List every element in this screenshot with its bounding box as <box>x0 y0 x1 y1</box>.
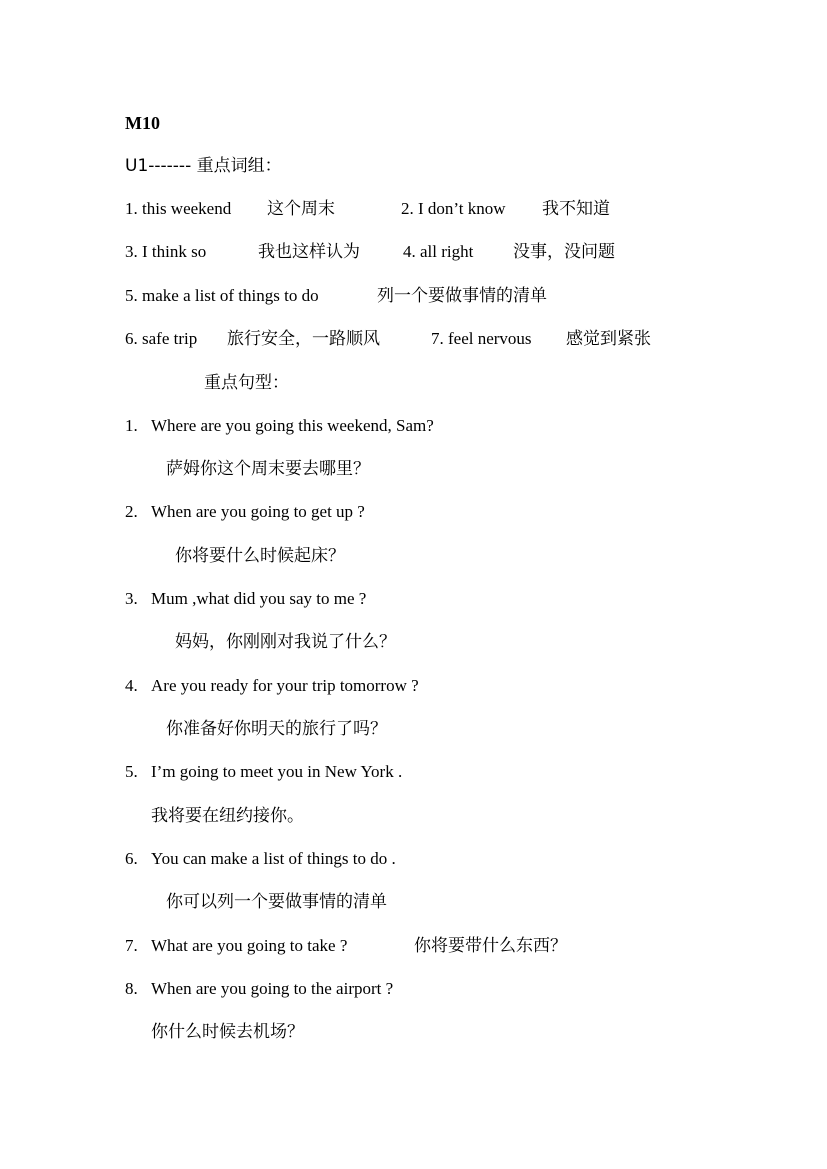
sentence-number: 6. <box>125 849 138 868</box>
phrase-cn: 没事，没问题 <box>513 242 615 262</box>
phrase-en: 1. this weekend <box>125 199 232 218</box>
phrase-row <box>125 286 745 308</box>
sentence-number: 7. <box>125 936 138 955</box>
phrase-en: 7. feel nervous <box>431 329 532 348</box>
sentence-cn: 你准备好你明天的旅行了吗？ <box>166 719 387 739</box>
sentence-number: 8. <box>125 979 138 998</box>
sentence-cn: 妈妈，你刚刚对我说了什么？ <box>175 632 396 652</box>
phrase-en: 2. I don’t know <box>401 199 506 218</box>
phrase-cn: 我不知道 <box>542 199 610 219</box>
sentence-en <box>125 589 366 609</box>
sentence-text: Where are you going this weekend, Sam? <box>151 416 434 435</box>
sentence-text: You can make a list of things to do . <box>151 849 396 868</box>
sentence-number: 3. <box>125 589 138 608</box>
sentence-en <box>125 979 393 999</box>
phrase-en: 6. safe trip <box>125 329 198 348</box>
phrase-cn: 旅行安全，一路顺风 <box>227 329 380 349</box>
sentence-cn: 萨姆你这个周末要去哪里？ <box>166 459 370 479</box>
sentence-cn: 你可以列一个要做事情的清单 <box>166 892 387 912</box>
sentence-cn: 你什么时候去机场？ <box>151 1022 304 1042</box>
phrase-row <box>125 329 745 351</box>
sentence-text: Are you ready for your trip tomorrow ? <box>151 676 419 695</box>
sentence-en <box>125 676 419 696</box>
sentence-en <box>125 416 434 436</box>
phrase-row <box>125 199 745 221</box>
phrase-cn: 列一个要做事情的清单 <box>377 286 547 306</box>
sentence-en <box>125 502 365 522</box>
sentence-en <box>125 936 745 958</box>
sentence-cn: 你将要什么时候起床？ <box>175 546 345 566</box>
phrase-cn: 我也这样认为 <box>258 242 360 262</box>
sentence-en <box>125 849 396 869</box>
sentence-text: I’m going to meet you in New York . <box>151 762 403 781</box>
phrase-cn: 感觉到紧张 <box>566 329 651 349</box>
sentence-text: When are you going to the airport ? <box>151 979 394 998</box>
sentence-heading: 重点句型： <box>204 373 289 393</box>
sentence-number: 5. <box>125 762 138 781</box>
phrase-en: 5. make a list of things to do <box>125 286 319 305</box>
phrase-en: 4. all right <box>403 242 474 261</box>
sentence-en <box>125 762 402 782</box>
page-title: M10 <box>125 113 160 133</box>
sentence-cn: 我将要在纽约接你。 <box>151 806 304 826</box>
sentence-text: Mum ,what did you say to me ? <box>151 589 367 608</box>
sentence-text: When are you going to get up ? <box>151 502 365 521</box>
phrase-row <box>125 242 745 264</box>
sentence-number: 2. <box>125 502 138 521</box>
phrase-cn: 这个周末 <box>267 199 335 219</box>
sentence-cn: 你将要带什么东西？ <box>414 936 567 956</box>
sentence-number: 1. <box>125 416 138 435</box>
unit-heading: U1------- 重点词组： <box>125 156 282 176</box>
sentence-number: 4. <box>125 676 138 695</box>
phrase-en: 3. I think so <box>125 242 207 261</box>
sentence-text: What are you going to take ? <box>151 936 348 955</box>
